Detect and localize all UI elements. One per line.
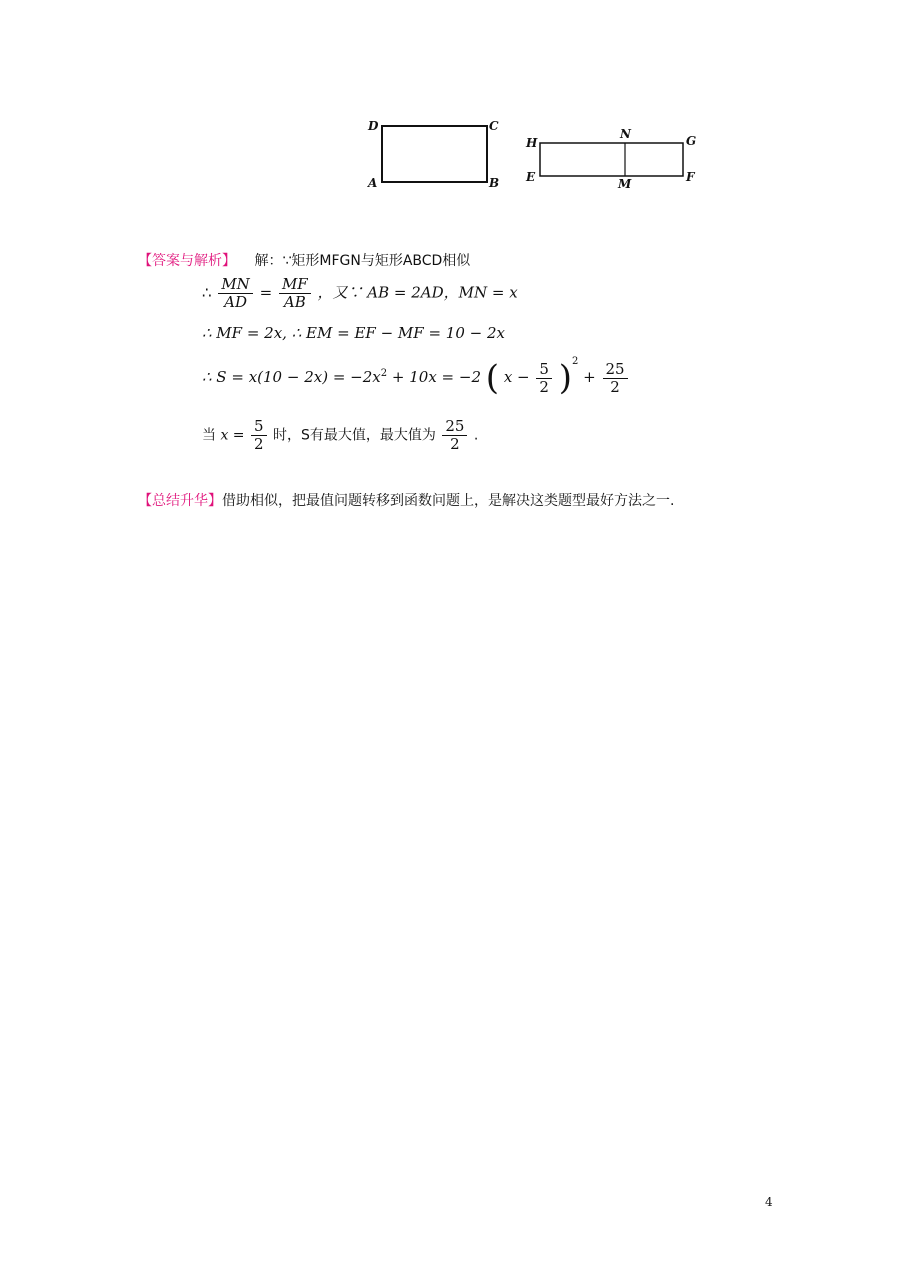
line3-mid: + 10x = −2 [391,368,481,386]
page-number: 4 [765,1195,773,1209]
when-text: 当 [202,427,216,444]
denominator: AB [283,293,306,311]
label-n: N [620,127,631,141]
label-m: M [618,177,632,191]
numerator: MF [279,276,311,294]
label-b: B [489,176,500,190]
summary-line [138,490,674,510]
denominator: 2 [253,435,264,453]
fraction-mn-ad [218,276,252,311]
label-h: H [526,136,538,150]
equals-sign: = [259,283,273,302]
label-f: F [686,170,695,184]
period: . [473,427,479,444]
summary-text: 借助相似，把最值问题转移到函数问题上，是解决这类题型最好方法之一. [222,493,675,509]
fraction-25-halves [442,418,467,453]
numerator: MN [218,276,252,294]
fraction-25-halves [603,361,628,396]
answer-header-line [138,250,470,270]
conclusion-line [202,418,478,453]
numerator: 25 [603,361,628,379]
max-value-text: 时，S有最大值，最大值为 [272,427,436,444]
left-paren: ( [485,358,500,398]
x-equals: x = [220,427,245,444]
answer-intro: 解：∵矩形MFGN与矩形ABCD相似 [254,253,471,269]
summary-tag: 【总结升华】 [138,493,222,509]
therefore-symbol: ∴ [202,283,212,302]
fraction-mf-ab [279,276,311,311]
denominator: 2 [450,435,460,453]
denominator: 2 [610,377,620,396]
rectangle-abcd [382,126,487,182]
line1-rest: ，又∵ AB = 2AD，MN = x [317,283,518,302]
geometry-figure [0,0,909,220]
rectangle-efgh [540,143,683,176]
label-d: D [368,119,379,133]
numerator: 5 [251,418,267,436]
label-a: A [368,176,378,190]
fraction-five-halves [536,361,552,396]
line3-lead: ∴ S = x(10 − 2x) = −2x [202,368,381,386]
equation-line-3 [202,356,630,396]
label-e: E [526,170,536,184]
exponent: 2 [380,368,388,379]
answer-tag: 【答案与解析】 [138,253,236,269]
denominator: AD [224,293,247,311]
numerator: 25 [442,418,467,436]
line3-inner: x − [503,368,535,386]
label-c: C [489,119,499,133]
fraction-five-halves [251,418,267,453]
outer-exponent: 2 [572,356,579,367]
equation-line-1 [202,276,518,311]
right-paren: ) [558,358,572,398]
denominator: 2 [539,377,549,396]
numerator: 5 [536,361,552,379]
label-g: G [686,134,697,148]
plus-sign: + [583,368,601,386]
equation-line-2: ∴ MF = 2x, ∴ EM = EF − MF = 10 − 2x [202,324,505,342]
